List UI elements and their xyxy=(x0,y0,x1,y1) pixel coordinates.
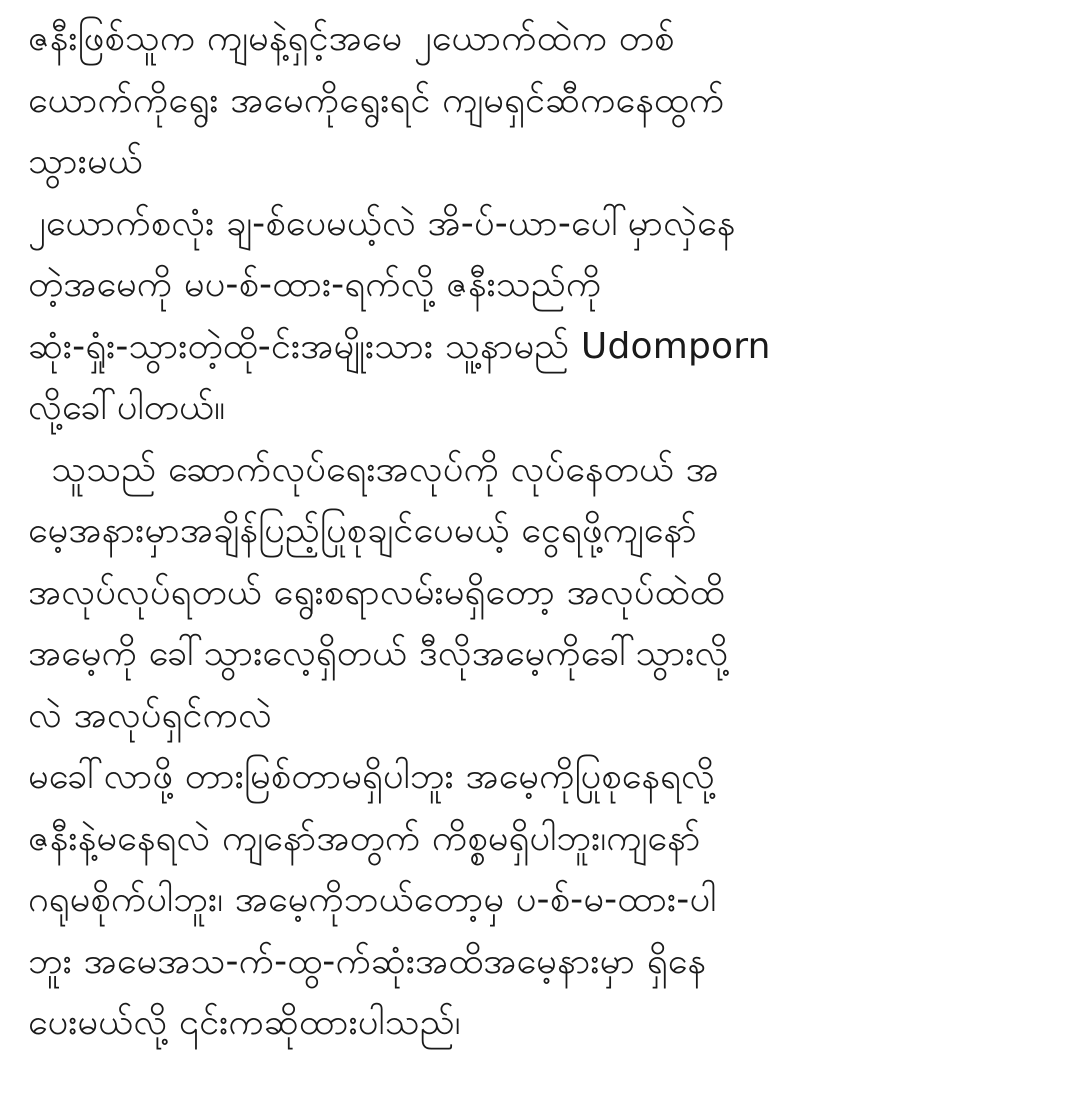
text-line: တဲ့အမေကို မပ-စ်-ထား-ရက်လို့ ဇနီးသည်ကို xyxy=(28,264,602,305)
text-line: ဇနီးနဲ့မနေရလဲ ကျနော်အတွက် ကိစ္စမရှိပါဘူး၊ကျနော် xyxy=(28,817,701,859)
text-line: ၂ယောက်စလုံး ချ-စ်ပေမယ့်လဲ အိ-ပ်-ယာ-ပေါ်မှာလှဲနေ xyxy=(28,202,736,244)
text-line: ပေးမယ်လို့ ၎င်းကဆိုထားပါသည်၊ xyxy=(28,1002,461,1043)
text-line: သွားမယ် xyxy=(28,141,143,182)
text-line: ဘူး အမေအသ-က်-ထွ-က်ဆုံးအထိအမေ့နားမှာ ရှိနေ xyxy=(28,940,707,982)
text-line: အလုပ်လုပ်ရတယ် ရွေးစရာလမ်းမရှိတော့ အလုပ်ထဲထိ xyxy=(28,571,725,613)
text-line: လို့ခေါ်ပါတယ်။ xyxy=(28,387,226,428)
text-line: မခေါ်လာဖို့ တားမြစ်တာမရှိပါဘူး အမေ့ကိုပြုစုနေရလို့ xyxy=(28,756,715,797)
text-line: လဲ အလုပ်ရှင်ကလဲ xyxy=(28,694,272,736)
text-line: ဂရုမစိုက်ပါဘူး၊ အမေ့ကိုဘယ်တော့မှ ပ-စ်-မ-ထား-ပါ xyxy=(28,879,717,920)
text-line: ယောက်ကိုရွေး အမေကိုရွေးရင် ကျမရှင်ဆီကနေထွက် xyxy=(28,79,725,121)
text-line: မေ့အနားမှာအချိန်ပြည့်ပြုစုချင်ပေမယ့် ငွေရဖို့ကျနော် xyxy=(28,510,697,551)
text-line: ဆုံး-ရှုံး-သွားတဲ့ထို-င်းအမျိုးသား သူ့နာမည် Udomporn xyxy=(28,325,771,367)
post-body-text xyxy=(28,8,1052,1054)
text-line: အမေ့ကို ခေါ်သွားလေ့ရှိတယ် ဒီလိုအမေ့ကိုခေါ်သွားလို့ xyxy=(28,633,729,674)
text-line: ဇနီးဖြစ်သူက ကျမနဲ့ရှင့်အမေ ၂ယောက်ထဲက တစ် xyxy=(28,18,675,59)
text-line: သူသည် ဆောက်လုပ်ရေးအလုပ်ကို လုပ်နေတယ် အ xyxy=(28,448,719,490)
